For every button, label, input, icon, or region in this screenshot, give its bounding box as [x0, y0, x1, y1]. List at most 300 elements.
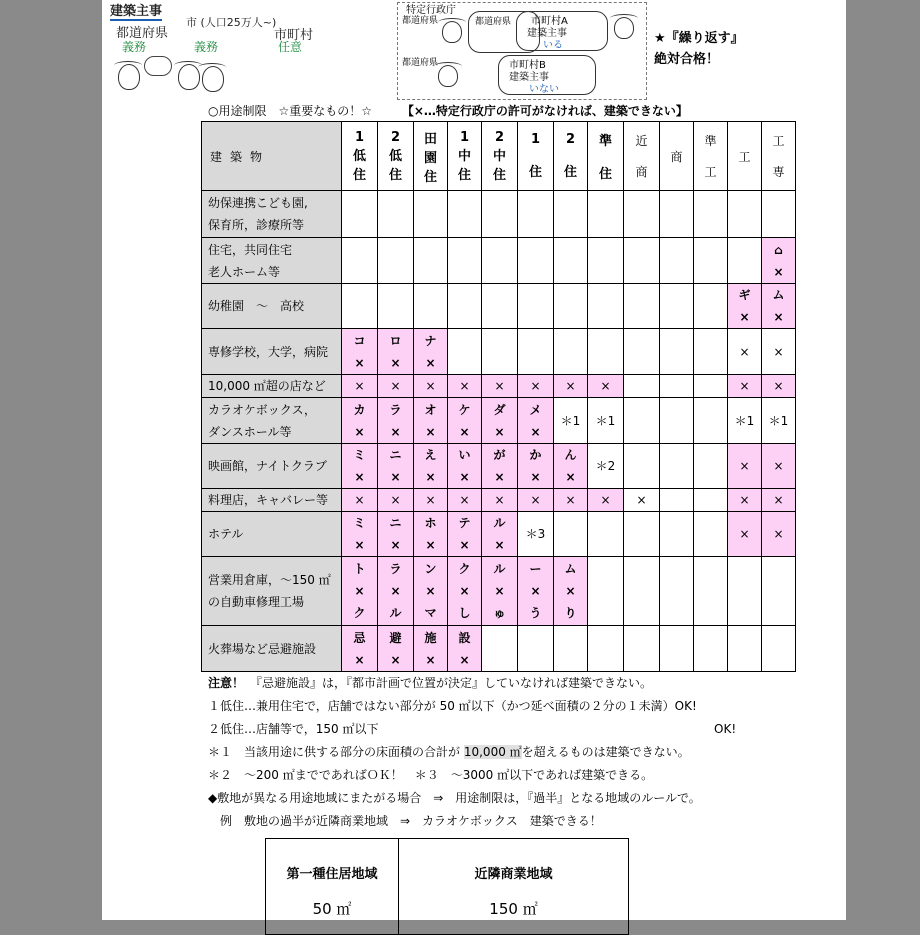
table-cell	[342, 375, 378, 398]
cell-value: ＊1	[595, 413, 616, 428]
cell-value: ×	[425, 493, 436, 507]
zone-header	[728, 122, 762, 191]
table-cell	[554, 191, 588, 238]
table-cell	[660, 398, 694, 444]
table-cell	[378, 444, 414, 489]
table-cell	[762, 191, 796, 238]
zone-header-char: 住	[388, 167, 402, 183]
zone-header	[554, 122, 588, 191]
cell-value: ×	[390, 493, 401, 507]
cell-value: 忌 ×	[353, 630, 366, 667]
table-cell	[660, 375, 694, 398]
zone-header-char: 田	[423, 131, 437, 147]
table-cell	[694, 512, 728, 557]
table-cell	[660, 238, 694, 284]
cell-value: ホ ×	[424, 516, 437, 552]
table-cell	[448, 626, 482, 672]
sketch-city-sub: 義務	[194, 40, 219, 54]
table-cell	[762, 398, 796, 444]
table-cell	[554, 375, 588, 398]
zone-header-char: 住	[457, 167, 471, 183]
table-cell	[482, 512, 518, 557]
cell-value: ニ ×	[389, 448, 402, 484]
table-cell	[518, 398, 554, 444]
authority-sketch-box	[397, 2, 647, 100]
cell-value: ×	[565, 493, 576, 507]
zone-header-char: 園	[423, 150, 437, 166]
note-star1-c: を超えるものは建築できない。	[521, 745, 690, 759]
table-cell	[624, 191, 660, 238]
table-cell	[588, 329, 624, 375]
zone-header	[342, 122, 378, 191]
table-cell	[554, 284, 588, 329]
zone-header-char	[588, 149, 623, 163]
zone2-area: 150 ㎡	[489, 900, 538, 918]
table-cell	[588, 512, 624, 557]
cell-value: ×	[739, 459, 750, 473]
sketch-town: 市町村	[274, 28, 314, 43]
repeat-note	[654, 28, 744, 70]
person-icon	[118, 64, 140, 90]
sketch-pref-sub: 義務	[122, 40, 147, 54]
cell-value: ×	[390, 379, 401, 393]
zone-header-char: 住	[423, 169, 437, 185]
zone-header-stack	[414, 128, 447, 185]
zone1-label: 第一種住居地域	[286, 867, 378, 882]
zone-header	[482, 122, 518, 191]
box-b2: 市町村B	[509, 60, 546, 71]
cell-value: ン × マ	[424, 562, 437, 620]
table-cell	[448, 489, 482, 512]
official-icon	[438, 65, 458, 87]
cell-value: ギ ×	[738, 288, 751, 324]
table-row	[202, 557, 796, 626]
table-cell	[414, 375, 448, 398]
zone-header	[624, 122, 660, 191]
table-cell	[342, 626, 378, 672]
cell-value: オ ×	[424, 402, 437, 439]
table-cell	[588, 489, 624, 512]
zone-header-char: 中	[492, 148, 506, 164]
zone-header-stack	[518, 132, 553, 180]
zone-header-char: 中	[457, 148, 471, 164]
table-cell	[660, 626, 694, 672]
row-label: 映画館，ナイトクラブ	[202, 444, 342, 489]
row-label: 10,000 ㎡超の店など	[202, 375, 342, 398]
table-row	[202, 512, 796, 557]
table-cell	[660, 284, 694, 329]
row-label: ホテル	[202, 512, 342, 557]
table-cell	[482, 191, 518, 238]
table-cell	[660, 444, 694, 489]
cell-value: ×	[739, 344, 750, 359]
zone-header-char	[728, 134, 761, 148]
cell-value: ×	[425, 379, 436, 393]
table-cell	[378, 626, 414, 672]
box-b1: 都道府県	[402, 58, 439, 68]
table-cell	[518, 489, 554, 512]
table-cell	[342, 557, 378, 626]
zone-header-char: 住	[352, 167, 366, 183]
row-label: 幼保連携こども園, 保育所，診療所等	[202, 191, 342, 238]
table-cell	[660, 557, 694, 626]
table-cell	[414, 626, 448, 672]
table-cell	[414, 512, 448, 557]
table-cell	[518, 191, 554, 238]
table-cell	[624, 489, 660, 512]
zone-header-char: 住	[492, 167, 506, 183]
table-cell	[694, 191, 728, 238]
table-cell	[694, 557, 728, 626]
table-cell	[588, 191, 624, 238]
cell-value: ロ ×	[389, 333, 402, 370]
table-cell	[448, 557, 482, 626]
cell-value: ⌂ ×	[773, 242, 784, 279]
zone-header	[588, 122, 624, 191]
cell-value: 避 ×	[389, 630, 402, 667]
zone-header-char	[554, 147, 587, 161]
cell-value: ミ ×	[353, 448, 366, 484]
table-cell	[762, 444, 796, 489]
table-cell	[518, 512, 554, 557]
cell-value: ＊3	[525, 527, 546, 541]
table-cell	[762, 626, 796, 672]
zone-header-char	[728, 165, 761, 179]
house-thought-icon	[144, 56, 172, 76]
table-cell	[342, 512, 378, 557]
table-cell	[588, 557, 624, 626]
table-cell	[694, 626, 728, 672]
zone-header-char: 2	[390, 129, 401, 145]
example-site-diagram	[265, 838, 629, 935]
cell-value: ×	[773, 344, 784, 359]
table-cell	[624, 238, 660, 284]
zone-header-char: 工	[738, 149, 751, 164]
table-cell	[554, 238, 588, 284]
speech-bubble	[516, 11, 608, 51]
note-2low-text: ２低住…店舗等で，150 ㎡以下	[208, 722, 379, 736]
zone-header-char	[694, 149, 727, 163]
table-cell	[482, 557, 518, 626]
cell-value: ×	[739, 379, 750, 393]
table-cell	[378, 284, 414, 329]
cell-value: ー × う	[529, 562, 542, 620]
zone-header-char: 工	[772, 134, 785, 148]
table-cell	[448, 284, 482, 329]
box-a2: 市町村A	[531, 16, 568, 27]
cell-value: 施 ×	[424, 630, 437, 667]
table-cell	[482, 284, 518, 329]
zone-header-char: 低	[352, 148, 366, 164]
cell-value: ×	[773, 459, 784, 473]
cell-value: ×	[494, 493, 505, 507]
table-cell	[660, 329, 694, 375]
table-cell	[448, 329, 482, 375]
table-cell	[448, 238, 482, 284]
cell-value: ム × り	[564, 562, 577, 620]
zone-header	[448, 122, 482, 191]
official-icon	[614, 17, 634, 39]
note-caution	[208, 672, 701, 695]
table-cell	[588, 375, 624, 398]
zone-header	[414, 122, 448, 191]
cell-value: ル × ゅ	[493, 562, 506, 620]
note-2low	[208, 718, 737, 741]
header-building: 建築物	[202, 122, 342, 191]
cell-value: 設 ×	[458, 630, 471, 667]
zone-header-stack	[378, 130, 413, 183]
table-cell	[694, 489, 728, 512]
cell-value: ラ × ル	[389, 562, 402, 620]
zone-header-stack	[448, 130, 481, 183]
table-cell	[414, 557, 448, 626]
cell-value: ケ ×	[458, 402, 471, 439]
table-cell	[762, 557, 796, 626]
table-cell	[482, 398, 518, 444]
table-cell	[694, 444, 728, 489]
table-cell	[482, 329, 518, 375]
table-cell	[518, 444, 554, 489]
cell-value: ×	[773, 493, 784, 507]
table-cell	[588, 238, 624, 284]
zone-header-char: 専	[772, 165, 785, 179]
table-cell	[378, 557, 414, 626]
cell-value: ×	[636, 493, 647, 507]
table-row	[202, 444, 796, 489]
box-a4: いる	[543, 40, 563, 51]
table-cell	[728, 191, 762, 238]
table-cell	[342, 398, 378, 444]
row-label: 営業用倉庫，～150 ㎡ の自動車修理工場	[202, 557, 342, 626]
table-cell	[660, 191, 694, 238]
zone-header-char: 1	[530, 132, 541, 147]
zone-header-char: 住	[598, 167, 612, 182]
note-example: 例 敷地の過半が近隣商業地域 ⇒ カラオケボックス 建築できる！	[208, 814, 602, 828]
zone-header-stack	[762, 132, 795, 180]
table-cell	[448, 191, 482, 238]
table-cell	[624, 375, 660, 398]
zone-header-char: 2	[565, 132, 576, 147]
table-cell	[554, 489, 588, 512]
cell-value: カ ×	[353, 402, 366, 439]
table-cell	[588, 398, 624, 444]
table-cell	[728, 489, 762, 512]
note-1low: １低住…兼用住宅で，店舗ではない部分が 50 ㎡以下（かつ延べ面積の２分の１未満）OK!	[208, 699, 697, 713]
table-cell	[554, 557, 588, 626]
cell-value: ル ×	[493, 516, 506, 552]
cell-value: ×	[354, 379, 365, 393]
handwritten-sketch	[108, 0, 388, 96]
zone-header-char	[518, 147, 553, 161]
legend-right: 【×…特定行政庁の許可がなければ、建築できない】	[401, 104, 688, 118]
cell-value: ミ ×	[353, 516, 366, 552]
table-cell	[518, 284, 554, 329]
zone-header-char	[624, 149, 659, 163]
cell-value: ×	[773, 527, 784, 541]
zone-header-stack	[694, 132, 727, 180]
table-row	[202, 238, 796, 284]
cell-value: ×	[459, 493, 470, 507]
cell-value: ×	[773, 379, 784, 393]
table-row	[202, 375, 796, 398]
table-cell	[342, 191, 378, 238]
cell-value: ダ ×	[493, 402, 506, 439]
cell-value: ナ ×	[424, 333, 437, 370]
table-cell	[762, 489, 796, 512]
cell-value: ム ×	[772, 288, 785, 324]
zone-header-char: 住	[563, 165, 577, 180]
table-cell	[414, 329, 448, 375]
table-cell	[378, 489, 414, 512]
table-cell	[518, 238, 554, 284]
table-row	[202, 329, 796, 375]
cell-value: ×	[739, 493, 750, 507]
zone-header	[378, 122, 414, 191]
legend	[208, 102, 688, 119]
sketch-city: 市 (人口25万人~)	[186, 16, 277, 29]
table-cell	[588, 284, 624, 329]
table-cell	[378, 238, 414, 284]
table-cell	[624, 557, 660, 626]
table-cell	[624, 329, 660, 375]
table-cell	[728, 238, 762, 284]
notes	[208, 672, 737, 833]
table-cell	[694, 238, 728, 284]
table-cell	[554, 329, 588, 375]
table-cell	[482, 489, 518, 512]
table-cell	[378, 512, 414, 557]
cell-value: が ×	[493, 448, 506, 484]
cell-value: テ ×	[458, 516, 471, 552]
table-cell	[728, 626, 762, 672]
cell-value: ク × し	[458, 562, 471, 620]
zone-header-stack	[660, 134, 693, 179]
cell-value: ×	[600, 493, 611, 507]
box-a1-city: 都道府県	[475, 17, 512, 27]
cell-value: い ×	[458, 448, 471, 484]
zone-header-stack	[624, 132, 659, 180]
table-cell	[342, 489, 378, 512]
legend-left: ○用途制限 ☆重要なもの！☆	[208, 104, 372, 118]
box-b4: いない	[529, 84, 559, 95]
table-cell	[448, 444, 482, 489]
table-cell	[342, 444, 378, 489]
table-cell	[414, 238, 448, 284]
table-cell	[660, 512, 694, 557]
sketch-pref: 都道府県	[116, 26, 169, 41]
table-cell	[482, 375, 518, 398]
cell-value: か ×	[529, 448, 542, 484]
table-cell	[378, 375, 414, 398]
table-cell	[728, 398, 762, 444]
cell-value: ×	[739, 527, 750, 541]
table-cell	[414, 444, 448, 489]
zone-header-char: 準	[704, 134, 717, 148]
table-cell	[518, 329, 554, 375]
speech-bubble	[498, 55, 596, 95]
cell-value: ×	[530, 493, 541, 507]
zone-header-char: 低	[388, 148, 402, 164]
table-cell	[554, 444, 588, 489]
table-cell	[518, 626, 554, 672]
table-cell	[728, 557, 762, 626]
zone-header-char: 住	[528, 165, 542, 180]
cell-value: ×	[459, 379, 470, 393]
table-row	[202, 191, 796, 238]
zone-header	[660, 122, 694, 191]
zone-header	[694, 122, 728, 191]
box-b3: 建築主事	[509, 72, 549, 83]
table-cell	[694, 398, 728, 444]
zone2-label: 近隣商業地域	[474, 867, 553, 882]
table-cell	[660, 489, 694, 512]
table-cell	[588, 444, 624, 489]
cell-value: ラ ×	[389, 402, 402, 439]
cell-value: メ ×	[529, 402, 542, 439]
zone-header-stack	[482, 130, 517, 183]
zone-header-char: 商	[670, 149, 683, 164]
table-cell	[414, 191, 448, 238]
row-label: カラオケボックス， ダンスホール等	[202, 398, 342, 444]
table-cell	[482, 238, 518, 284]
table-cell	[694, 284, 728, 329]
table-cell	[728, 284, 762, 329]
note-majority-rule: ◆敷地が異なる用途地域にまたがる場合 ⇒ 用途制限は，『過半』となる地域のルールで。	[208, 791, 701, 805]
zone-header-char: 2	[494, 129, 505, 145]
table-cell	[518, 557, 554, 626]
cell-value: ニ ×	[389, 516, 402, 552]
box-a1: 都道府県	[402, 16, 439, 26]
zone-header-stack	[554, 132, 587, 180]
table-cell	[482, 444, 518, 489]
zone-header-char: 準	[598, 134, 612, 149]
table-cell	[342, 284, 378, 329]
table-cell	[728, 444, 762, 489]
cell-value: ＊1	[560, 413, 581, 428]
row-label: 火葬場など忌避施設	[202, 626, 342, 672]
zone-header	[518, 122, 554, 191]
table-cell	[762, 238, 796, 284]
table-cell	[624, 512, 660, 557]
table-cell	[414, 398, 448, 444]
table-cell	[342, 238, 378, 284]
cell-value: ×	[600, 379, 611, 393]
table-row	[202, 284, 796, 329]
note-star1-a: ＊１ 当該用途に供する部分の床面積の合計が	[208, 745, 461, 759]
cell-value: ＊1	[768, 413, 789, 428]
cell-value: ＊2	[595, 459, 616, 473]
zone-header-char	[660, 165, 693, 179]
table-cell	[694, 375, 728, 398]
zone-header-char: 近	[635, 134, 648, 148]
row-label: 料理店，キャバレー等	[202, 489, 342, 512]
table-cell	[554, 398, 588, 444]
cell-value: ん ×	[564, 448, 577, 484]
table-cell	[588, 626, 624, 672]
box-title: 特定行政庁	[406, 5, 456, 16]
table-cell	[518, 375, 554, 398]
table-cell	[624, 398, 660, 444]
zone-header-char: 1	[459, 129, 470, 145]
zone-header	[762, 122, 796, 191]
zone-header-stack	[728, 134, 761, 179]
zone-header-char: 商	[635, 165, 648, 179]
zone-header-char	[660, 134, 693, 148]
note-caution-text: 『忌避施設』は，『都市計画で位置が決定』していなければ建築できない。	[256, 676, 653, 690]
table-cell	[728, 512, 762, 557]
table-cell	[624, 626, 660, 672]
table-cell	[554, 512, 588, 557]
